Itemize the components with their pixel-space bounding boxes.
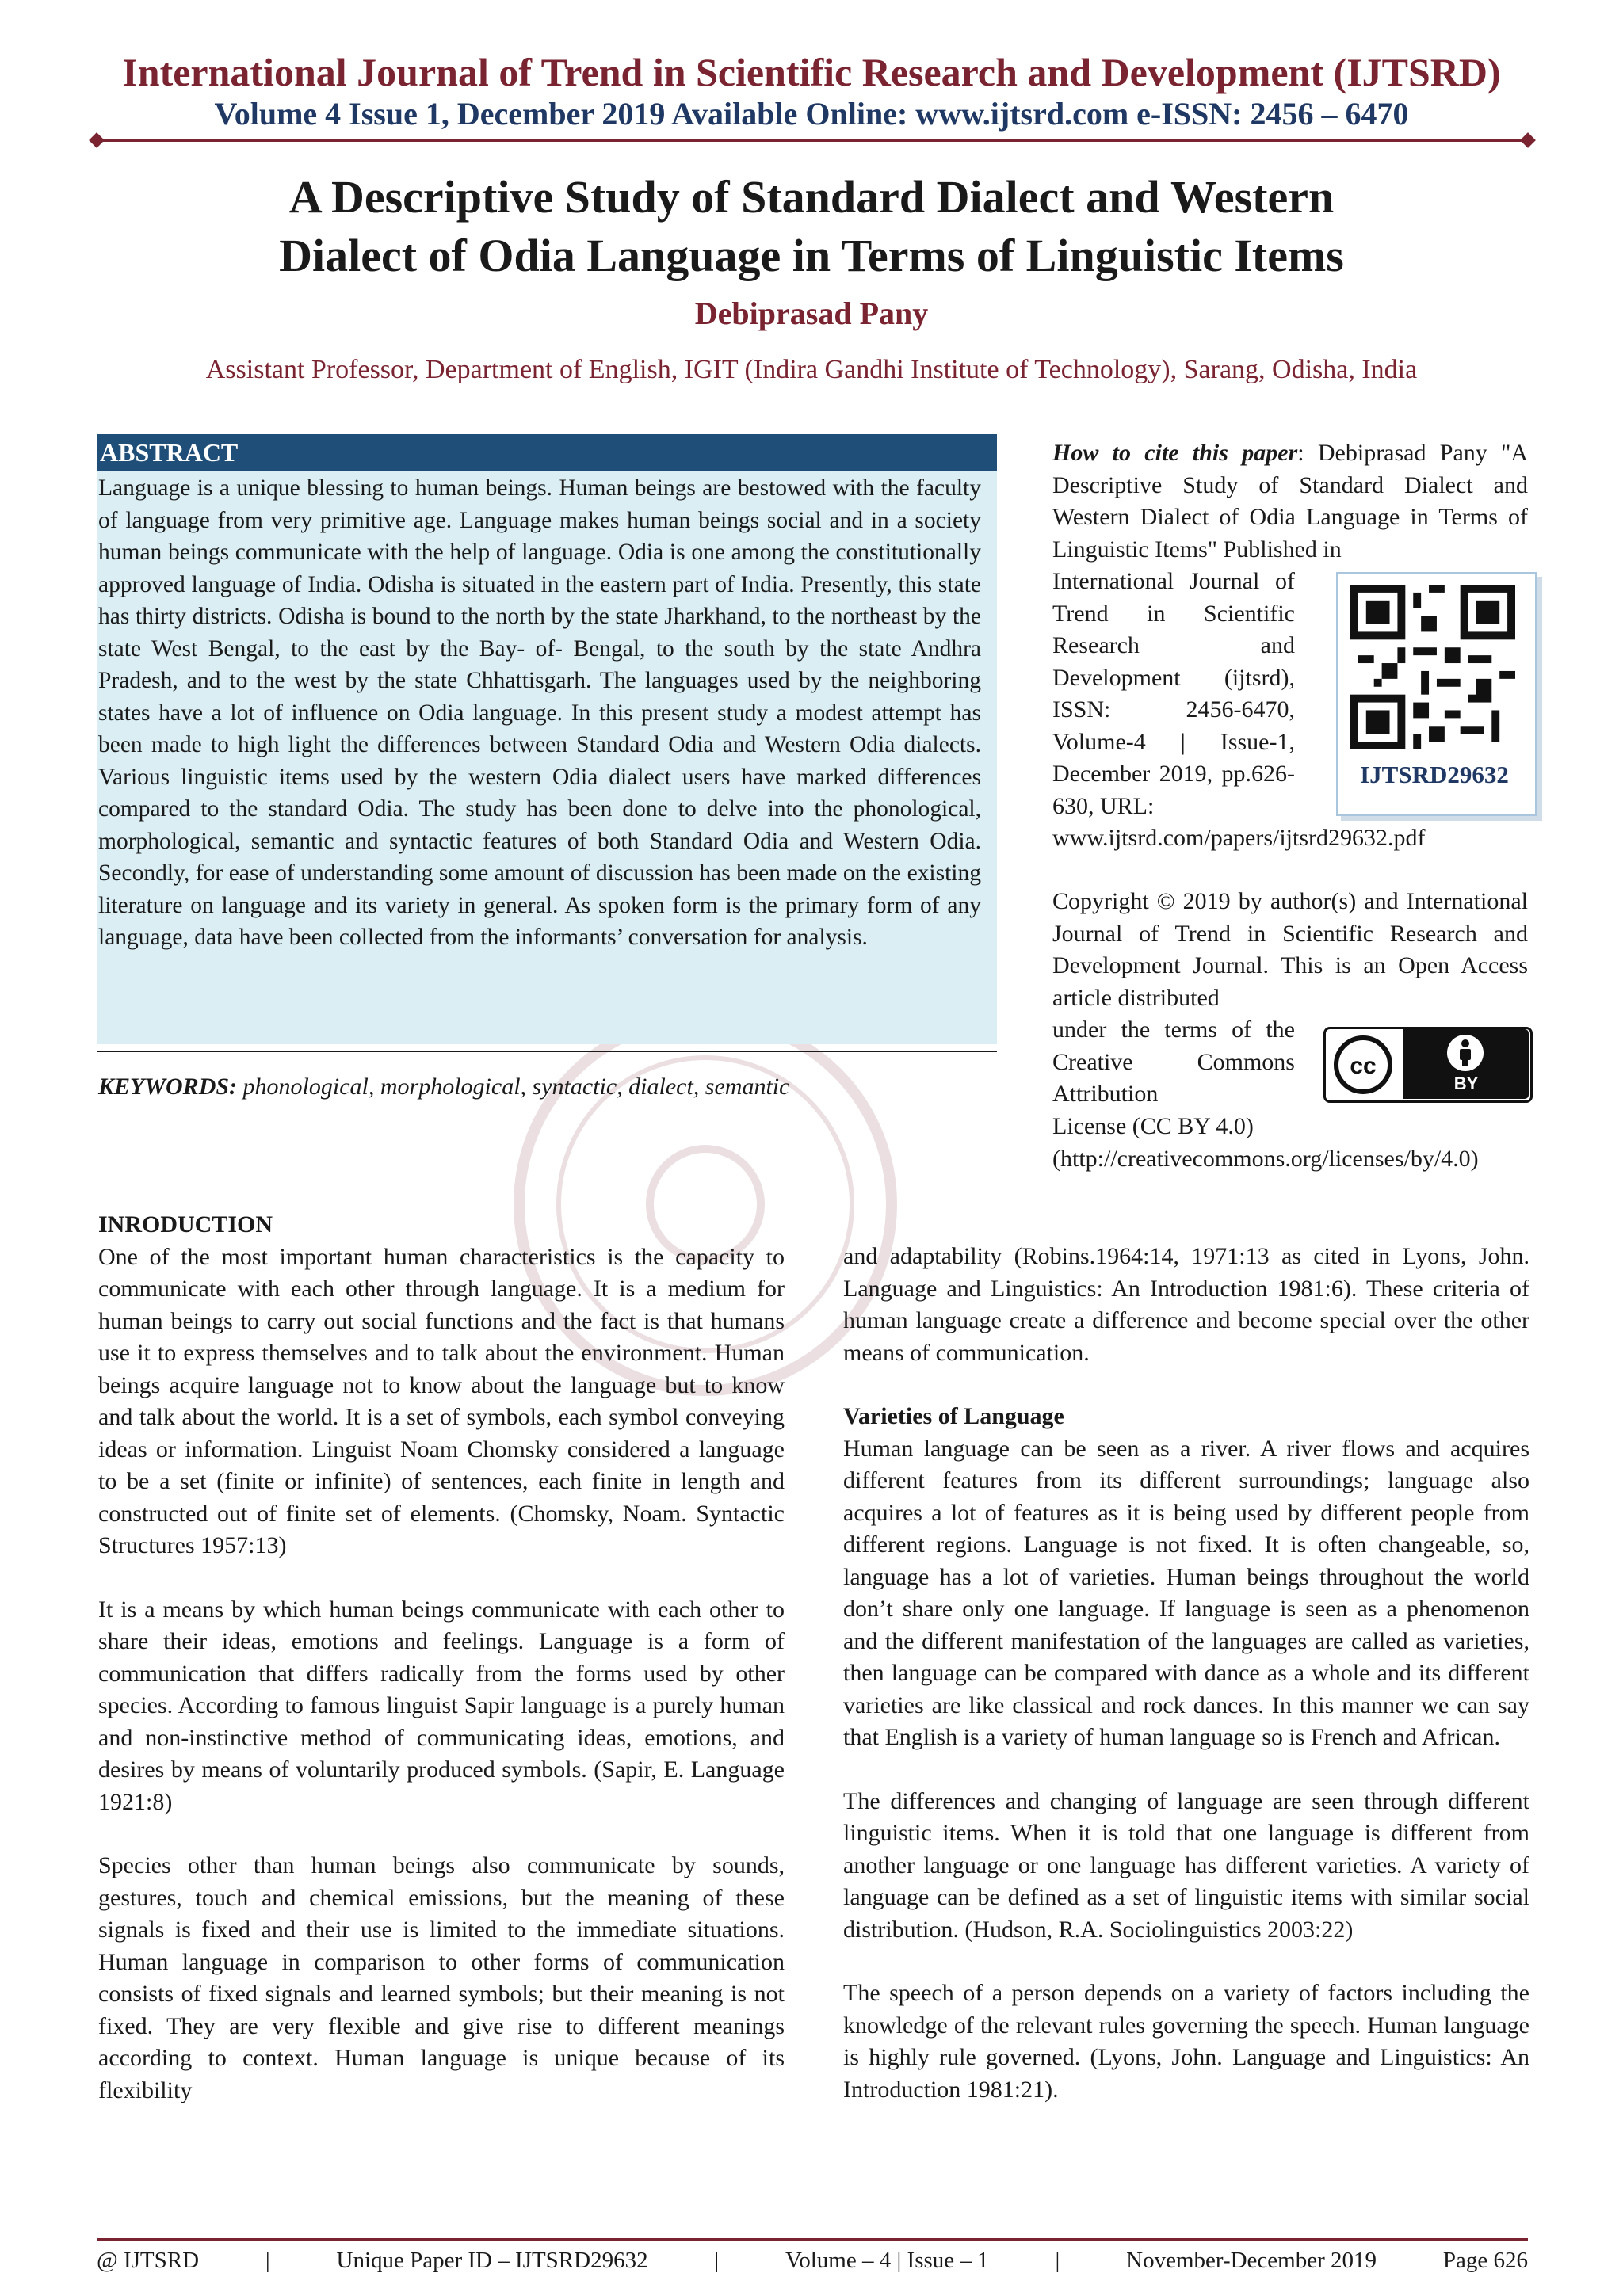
abstract-divider [97, 1051, 997, 1052]
cc-badge-right-text: BY [1453, 1074, 1479, 1093]
paper-title-line-2: Dialect of Odia Language in Terms of Linguistic Items [279, 230, 1344, 281]
footer-separator: | [265, 2248, 270, 2273]
citation-url[interactable]: www.ijtsrd.com/papers/ijtsrd29632.pdf [1052, 825, 1426, 851]
copyright-text: Copyright © 2019 by author(s) and International Journal of Trend in Scientific Research and Development Journal. This is an Open Access article distributed [1052, 888, 1528, 1011]
body-paragraph: It is a means by which human beings communicate with each other to share their ideas, emotions and feelings. Language is a form of communication that differs radically from the forms used by other species. According to famous linguist Sapir language is a purely human and non-instinctive method of communicating ideas, emotions, and desires by means of voluntarily produced symbols. (Sapir, E. Language 1921:8) [98, 1596, 785, 1815]
paper-title [79, 168, 1544, 285]
keywords-list: phonological, morphological, syntactic, dialect, semantic [237, 1074, 790, 1100]
footer-divider [97, 2238, 1528, 2241]
citation-label: How to cite this paper [1052, 440, 1298, 466]
body-column-right [843, 1241, 1529, 2138]
author-affiliation: Assistant Professor, Department of English, IGIT (Indira Gandhi Institute of Technology), Sarang, Odisha, India [205, 355, 1418, 384]
abstract-text: Language is a unique blessing to human beings. Human beings are bestowed with the faculty of language from very primitive age. Language makes human beings social and in a society human beings communicate with the help of language. Odia is one among the constitutionally approved language of India. Odisha is situated in the eastern part of India. Presently, this state has thirty districts. Odisha is bound to the north by the state Jharkhand, to the northeast by the state West Bengal, to the east by the Bay- of- Bengal, to the south by the state Andhra Pradesh, and to the west by the state Chhattisgarh. The languages used by the neighboring states have a lot of influence on Odia language. In this present study a modest attempt has been made to high light the differences between Standard Odia and Western Odia dialects. Various linguistic items used by the western Odia dialect users have marked differences compared to the standard Odia. The study has been done to delve into the phonological, morphological, semantic and syntactic features of both Standard Odia and Western Odia. Secondly, for ease of understanding some amount of discussion has been made on the existing literature on language and its variety in general. As spoken form is the primary form of any language, data have been collected from the informants’ conversation for analysis. [98, 475, 981, 950]
body-paragraph: One of the most important human characteristics is the capacity to communicate with each other through language. It is a medium for human beings to carry out social functions and the fact is that humans use it to express themselves and to talk about the environment. Human beings acquire language not to know about the language but to know and talk about the world. It is a set of symbols, each symbol conveying ideas or information. Linguist Noam Chomsky considered a language to be a set (finite or infinite) of sentences, each finite in length and constructed out of finite set of elements. (Chomsky, Noam. Syntactic Structures 1957:13) [98, 1243, 785, 1558]
footer-publisher: @ IJTSRD [97, 2248, 200, 2273]
footer-separator: | [1055, 2248, 1060, 2273]
page-footer [97, 2245, 1528, 2276]
introduction-heading: INRODUCTION [98, 1211, 273, 1238]
by-panel [1403, 1029, 1529, 1099]
cc-badge-left-text: cc [1350, 1053, 1377, 1079]
body-paragraph: Species other than human beings also communicate by sounds, gestures, touch and chemical emissions, but the meaning of these signals is fixed and their use is limited to the immediate situations. Human language in comparison to other forms of communication consists of fixed signals and learned symbols; but their meaning is not fixed. They are very flexible and give rise to different meanings according to context. Human language is unique because of its flexibility [98, 1852, 785, 2103]
cc-by-badge[interactable] [1323, 1027, 1533, 1103]
footer-date: November-December 2019 [1126, 2248, 1377, 2273]
varieties-heading: Varieties of Language [843, 1403, 1064, 1429]
keywords [98, 1071, 997, 1103]
footer-paper-id: Unique Paper ID – IJTSRD29632 [336, 2248, 648, 2273]
journal-issue-line: Volume 4 Issue 1, December 2019 Available Online: www.ijtsrd.com e-ISSN: 2456 – 6470 [214, 96, 1409, 132]
keywords-label: KEYWORDS: [98, 1074, 238, 1100]
attribution-person-icon [1445, 1032, 1486, 1074]
citation-intro [1052, 437, 1528, 566]
creative-commons-icon [1332, 1034, 1394, 1096]
body-paragraph: and adaptability (Robins.1964:14, 1971:13 as cited in Lyons, John. Language and Linguistics: An Introduction 1981:6). These criteria of human language create a difference and become special over the other means of communication. [843, 1243, 1529, 1366]
footer-volume: Volume – 4 | Issue – 1 [785, 2248, 989, 2273]
citation-intro-text: : Debiprasad Pany "A Descriptive Study of Standard Dialect and Western Dialect of Odia Language in Terms of Linguistic Items" Published in [1052, 440, 1529, 563]
body-column-left [98, 1209, 785, 2138]
copyright-license: License (CC BY 4.0) (http://creativecommons.org/licenses/by/4.0) [1052, 1113, 1479, 1172]
journal-name: International Journal of Trend in Scientific Research and Development (IJTSRD) [122, 50, 1501, 94]
citation-details: International Journal of Trend in Scientific Research and Development (ijtsrd), ISSN: 2456-6470, Volume-4 | Issue-1, December 2019, pp.626-630, URL: [1052, 568, 1295, 819]
header-divider [97, 139, 1528, 142]
qr-code-icon [1350, 585, 1515, 749]
body-paragraph: The speech of a person depends on a variety of factors including the knowledge of the relevant rules governing the speech. Human language is highly rule governed. (Lyons, John. Language and Linguistics: An Introduction 1981:21). [843, 1980, 1529, 2103]
author-name: Debiprasad Pany [694, 296, 929, 331]
body-paragraph: Human language can be seen as a river. A river flows and acquires different features from its different surroundings; language also acquires a lot of features as it is being used by different people from different regions. Language is not fixed. It is often changeable, so, language has a lot of varieties. Human beings throughout the world don’t share only one language. If language is seen as a phenomenon and the different manifestation of the languages are called as varieties, then language can be compared with dance as a whole and its different varieties are like classical and rock dances. In this manner we can say that English is a variety of human language so is French and African. [843, 1435, 1529, 1750]
abstract-heading: ABSTRACT [97, 434, 997, 471]
copyright-license-terms: under the terms of the Creative Commons Attribution [1052, 1016, 1295, 1107]
body-paragraph: The differences and changing of language are seen through different linguistic items. When it is told that one language is different from another language or one language has different varieties. A variety of language can be defined as a set of linguistic items with similar social distribution. (Hudson, R.A. Sociolinguistics 2003:22) [843, 1787, 1529, 1943]
paper-title-line-1: A Descriptive Study of Standard Dialect and Western [288, 171, 1335, 223]
footer-page-number: Page 626 [1442, 2248, 1528, 2273]
footer-separator: | [714, 2248, 720, 2273]
paper-id-label: IJTSRD29632 [1360, 761, 1509, 788]
